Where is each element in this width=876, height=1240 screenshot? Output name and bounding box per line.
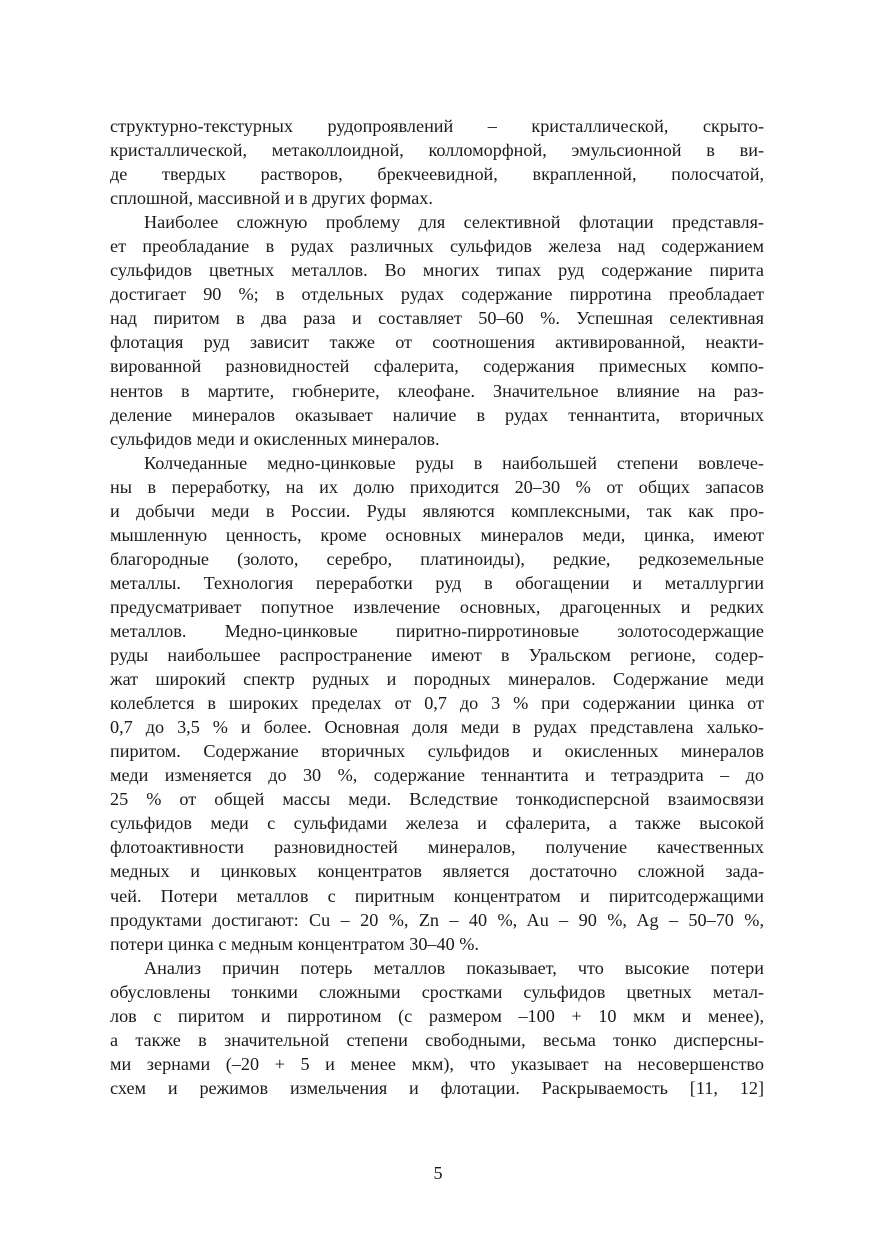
text-line: структурно-текстурных рудопроявлений – кристаллической, скрыто-: [110, 116, 764, 136]
paragraph-3: [110, 451, 764, 956]
text-line: и добычи меди в России. Руды являются комплексными, так как про-: [110, 500, 764, 521]
text-line: кристаллической, метаколлоидной, колломорфной, эмульсионной в ви-: [110, 140, 764, 161]
text-line: сульфидов меди и окисленных минералов.: [110, 428, 440, 449]
text-line: продуктами достигают: Cu – 20 %, Zn – 40 %, Au – 90 %, Ag – 50–70 %,: [110, 909, 764, 930]
text-line: деление минералов оказывает наличие в рудах теннантита, вторичных: [110, 404, 764, 425]
text-line: колеблется в широких пределах от 0,7 до 3 % при содержании цинка от: [110, 693, 764, 714]
text-line: сульфидов меди с сульфидами железа и сфалерита, а также высокой: [110, 813, 764, 834]
text-line: лов с пиритом и пирротином (с размером –100 + 10 мкм и менее),: [110, 1005, 764, 1026]
text-line: потери цинка с медным концентратом 30–40 %.: [110, 933, 479, 954]
paragraph-1: [110, 114, 764, 210]
text-line: ми зернами (–20 + 5 и менее мкм), что указывает на несовершенство: [110, 1053, 764, 1074]
text-line: благородные (золото, серебро, платиноиды), редкие, редкоземельные: [110, 548, 764, 569]
text-line: руды наибольшее распространение имеют в Уральском регионе, содер-: [110, 645, 764, 666]
text-line: 25 % от общей массы меди. Вследствие тонкодисперсной взаимосвязи: [110, 789, 764, 810]
text-line: флотация руд зависит также от соотношения активированной, неакти-: [110, 332, 764, 353]
text-line: нентов в мартите, гюбнерите, клеофане. Значительное влияние на раз-: [110, 380, 764, 401]
text-line: вированной разновидностей сфалерита, содержания примесных компо-: [110, 356, 764, 377]
text-line: металлов. Медно-цинковые пиритно-пирротиновые золотосодержащие: [110, 620, 764, 641]
text-line: достигает 90 %; в отдельных рудах содержание пирротина преобладает: [110, 284, 764, 305]
text-line: ны в переработку, на их долю приходится 20–30 % от общих запасов: [110, 476, 764, 497]
paragraph-4: [110, 956, 764, 1100]
text-line: металлы. Технология переработки руд в обогащении и металлургии: [110, 572, 764, 593]
text-line: меди изменяется до 30 %, содержание теннантита и тетраэдрита – до: [110, 765, 764, 786]
text-line: мышленную ценность, кроме основных минералов меди, цинка, имеют: [110, 524, 764, 545]
text-line: флотоактивности разновидностей минералов, получение качественных: [110, 837, 764, 858]
text-line: Анализ причин потерь металлов показывает, что высокие потери: [144, 957, 764, 978]
text-line: над пиритом в два раза и составляет 50–60 %. Успешная селективная: [110, 308, 764, 329]
text-line: сплошной, массивной и в других формах.: [110, 188, 433, 209]
text-line: схем и режимов измельчения и флотации. Раскрываемость [11, 12]: [110, 1077, 764, 1098]
text-line: Наиболее сложную проблему для селективной флотации представля-: [144, 212, 764, 233]
text-line: чей. Потери металлов с пиритным концентратом и пиритсодержащими: [110, 885, 764, 906]
text-line: пиритом. Содержание вторичных сульфидов и окисленных минералов: [110, 741, 764, 762]
text-line: а также в значительной степени свободными, весьма тонко дисперсны-: [110, 1029, 764, 1050]
body-text: [110, 114, 764, 1100]
text-line: жат широкий спектр рудных и породных минералов. Содержание меди: [110, 669, 764, 690]
page-number: 5: [433, 1163, 443, 1183]
text-line: ет преобладание в рудах различных сульфидов железа над содержанием: [110, 236, 764, 257]
text-line: 0,7 до 3,5 % и более. Основная доля меди в рудах представлена халько-: [110, 717, 764, 738]
text-line: сульфидов цветных металлов. Во многих типах руд содержание пирита: [110, 260, 764, 281]
text-line: медных и цинковых концентратов является достаточно сложной зада-: [110, 861, 764, 882]
text-line: обусловлены тонкими сложными сростками сульфидов цветных метал-: [110, 981, 764, 1002]
paragraph-2: [110, 210, 764, 450]
text-line: предусматривает попутное извлечение основных, драгоценных и редких: [110, 596, 764, 617]
text-line: Колчеданные медно-цинковые руды в наибольшей степени вовлече-: [144, 452, 764, 473]
text-line: де твердых растворов, брекчеевидной, вкрапленной, полосчатой,: [110, 164, 764, 185]
